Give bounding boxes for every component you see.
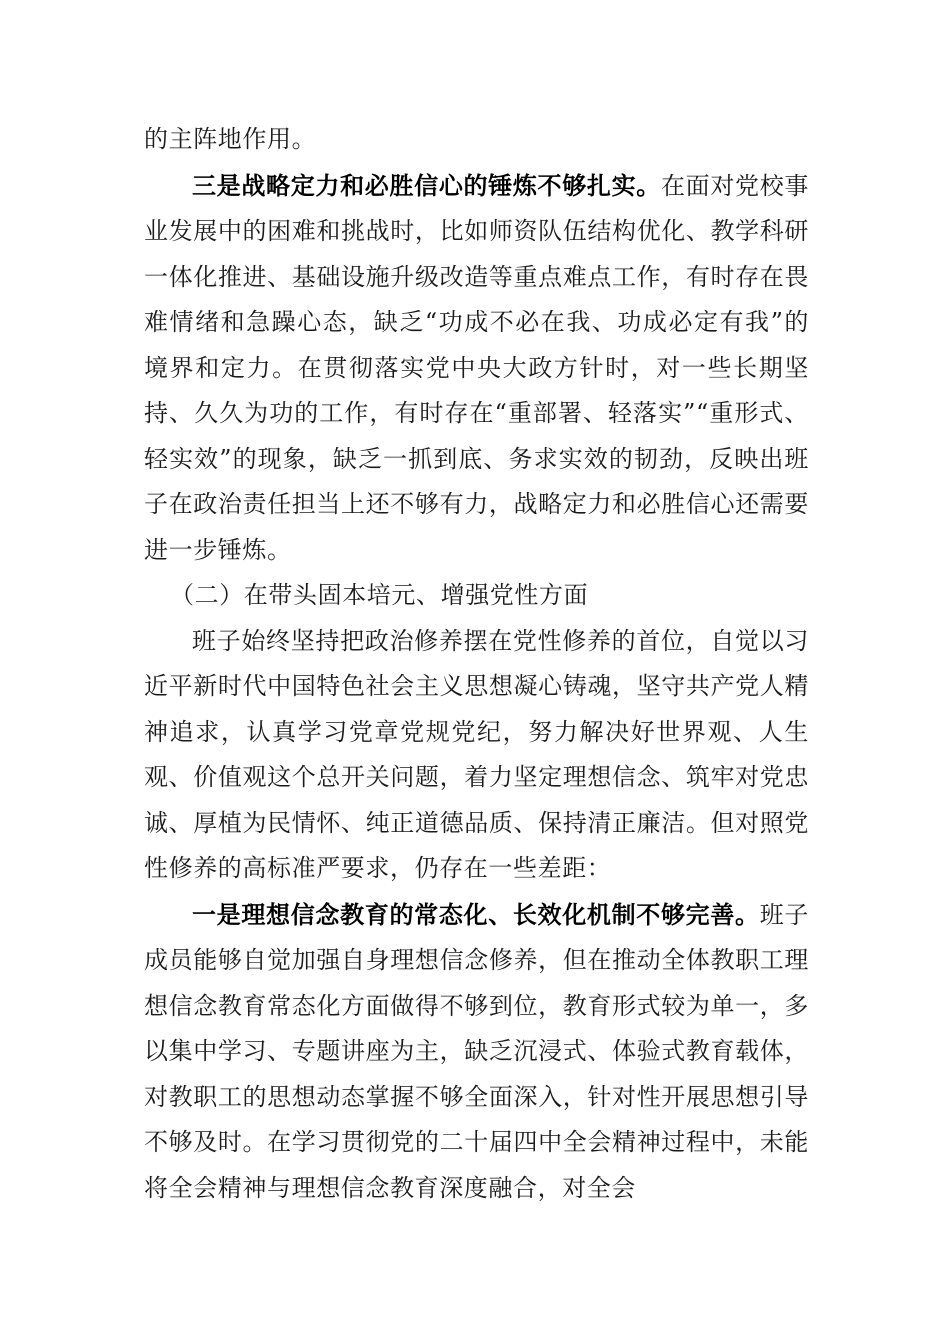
paragraph-strategic-resolve [144,163,809,574]
paragraph-lead-sentence: 一是理想信念教育的常态化、长效化机制不够完善。 [192,899,760,929]
paragraph-body-text: 班子成员能够自觉加强自身理想信念修养，但在推动全体教职工理想信念教育常态化方面做得不够到位，教育形式较为单一，多以集中学习、专题讲座为主，缺乏沉浸式、体验式教育载体，对教职工的思想动态掌握不够全面深入，针对性开展思想引导不够及时。在学习贯彻党的二十届四中全会精神过程中，未能将全会精神与理想信念教育深度融合，对全会 [144,900,809,1202]
document-body [144,117,809,1211]
paragraph-lead-sentence: 三是战略定力和必胜信心的锤炼不够扎实。 [192,170,661,200]
paragraph-ideals-education [144,892,809,1212]
paragraph-body-text: 在面对党校事业发展中的困难和挑战时，比如师资队伍结构优化、教学科研一体化推进、基础设施升级改造等重点难点工作，有时存在畏难情绪和急躁心态，缺乏“功成不必在我、功成必定有我”的境界和定力。在贯彻落实党中央大政方针时，对一些长期坚持、久久为功的工作，有时存在“重部署、轻落实”“重形式、轻实效”的现象，缺乏一抓到底、务求实效的韧劲，反映出班子在政治责任担当上还不够有力，战略定力和必胜信心还需要进一步锤炼。 [144,171,809,564]
paragraph-continuation: 的主阵地作用。 [144,125,317,153]
section-heading: （二）在带头固本培元、增强党性方面 [170,581,589,609]
paragraph-party-spirit-intro: 班子始终坚持把政治修养摆在党性修养的首位，自觉以习近平新时代中国特色社会主义思想凝心铸魂，坚守共产党人精神追求，认真学习党章党规党纪，努力解决好世界观、人生观、价值观这个总开关问题，着力坚定理想信念、筑牢对党忠诚、厚植为民情怀、纯正道德品质、保持清正廉洁。但对照党性修养的高标准严要求，仍存在一些差距： [144,626,809,882]
